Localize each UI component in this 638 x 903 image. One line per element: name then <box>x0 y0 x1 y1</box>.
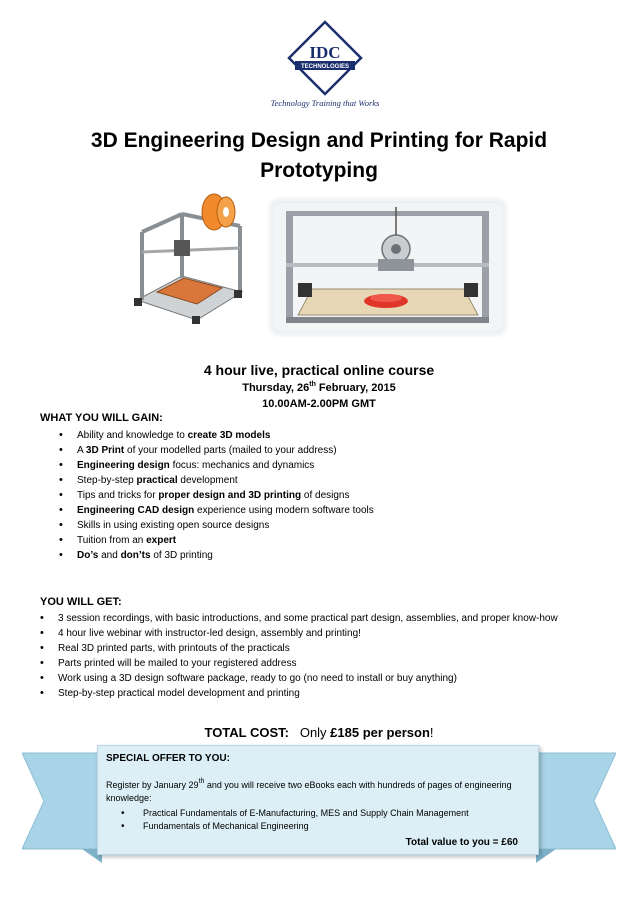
list-item: • Step-by-step practical development <box>77 473 374 488</box>
offer-heading: SPECIAL OFFER TO YOU: <box>106 753 230 764</box>
list-item: • Parts printed will be mailed to your registered address <box>58 656 558 671</box>
title-line-1: 3D Engineering Design and Printing for Rapid <box>90 129 548 152</box>
logo-tagline: Technology Training that Works <box>270 98 380 108</box>
offer-body: Register by January 29th and you will receive two eBooks each with hundreds of pages of engineering knowledge: <box>106 778 512 803</box>
page-title <box>40 126 598 186</box>
list-item: • Tips and tricks for proper design and 3D printing of designs <box>77 488 374 503</box>
list-item: • 4 hour live webinar with instructor-led design, assembly and printing! <box>58 626 558 641</box>
idc-diamond-logo <box>287 20 363 96</box>
list-item: • Fundamentals of Mechanical Engineering <box>143 820 469 833</box>
list-item: • Engineering CAD design experience using modern software tools <box>77 503 374 518</box>
date-text: Thursday, 26 <box>242 382 310 394</box>
total-cost <box>40 725 598 740</box>
list-item: • Real 3D printed parts, with printouts of the practicals <box>58 641 558 656</box>
list-item: • 3 session recordings, with basic introductions, and some practical part design, assemblies, and proper know-how <box>58 611 558 626</box>
get-list <box>58 611 558 701</box>
date-suffix: th <box>309 381 316 388</box>
logo-name: IDC <box>309 43 341 62</box>
3d-printer-photo-1 <box>122 192 252 332</box>
list-item: • Do’s and don’ts of 3D printing <box>77 548 374 563</box>
list-item: • Practical Fundamentals of E-Manufacturing, MES and Supply Chain Management <box>143 807 469 820</box>
total-post: ! <box>429 725 434 740</box>
title-line-2: Prototyping <box>260 159 378 182</box>
get-heading: YOU WILL GET: <box>40 596 122 608</box>
offer-total-value: Total value to you = £60 <box>405 837 518 848</box>
list-item: • Skills in using existing open source designs <box>77 518 374 533</box>
list-item: • Ability and knowledge to create 3D models <box>77 428 374 443</box>
3d-printer-photo-2 <box>268 197 508 337</box>
course-date <box>40 380 598 396</box>
list-item: • A 3D Print of your modelled parts (mailed to your address) <box>77 443 374 458</box>
course-time: 10.00AM-2.00PM GMT <box>262 398 376 410</box>
list-item: • Work using a 3D design software package, ready to go (no need to install or buy anything) <box>58 671 558 686</box>
offer-list <box>143 807 469 833</box>
list-item: • Engineering design focus: mechanics and dynamics <box>77 458 374 473</box>
date-month: February, 2015 <box>315 382 396 394</box>
list-item: • Step-by-step practical model development and printing <box>58 686 558 701</box>
gain-heading: WHAT YOU WILL GAIN: <box>40 412 163 424</box>
list-item: • Tuition from an expert <box>77 533 374 548</box>
total-pre: Only <box>299 725 331 740</box>
special-offer-box <box>97 745 539 855</box>
logo-sub: TECHNOLOGIES <box>300 64 350 70</box>
total-label: TOTAL COST: <box>204 725 289 740</box>
idc-logo <box>250 20 400 110</box>
total-price: £185 per person <box>330 725 430 740</box>
gain-list <box>77 428 374 563</box>
course-info <box>40 360 598 412</box>
course-heading: 4 hour live, practical online course <box>203 362 435 378</box>
